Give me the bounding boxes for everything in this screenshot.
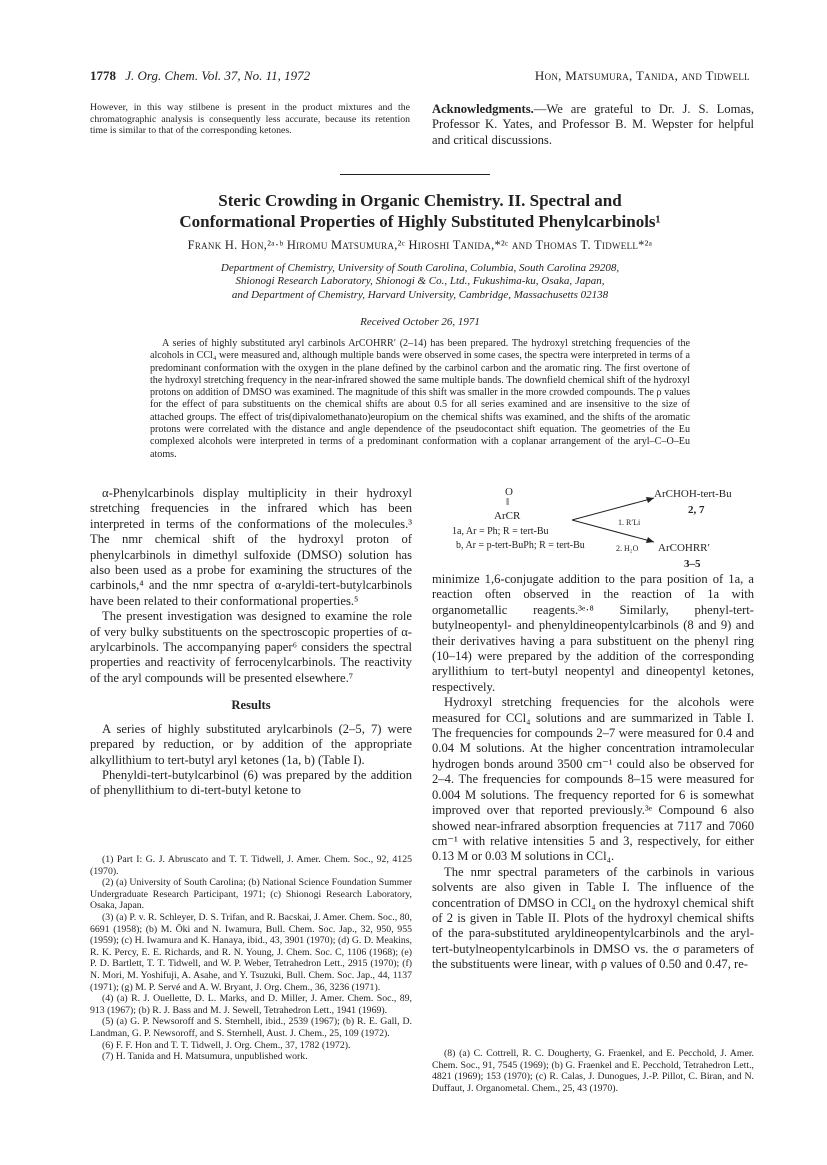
footnote-2: (2) (a) University of South Carolina; (b) National Science Foundation Summer Undergraduate Research Participant, 1971; (c) Shionogi Research Laboratory, Osaka, Japan.	[90, 877, 412, 912]
right-paragraph-2: Hydroxyl stretching frequencies for the alcohols were measured for CCl₄ solutions and are summarized in Table I. The frequencies for compounds 2–7 were measured for 0.4 and 0.04 M solutions. At the higher concentration intramolecular hydrogen bonds around 3500 cm⁻¹ could also be observed for 2–4. The frequencies for compounds 8–15 were measured for 0.004 M solutions. The frequency reported for 6 is somewhat improved over that reported previously.³ᵉ Compound 6 also showed near-infrared absorption frequencies at 7117 and 7060 cm⁻¹ with relative intensities 5 and 3, respectively, for either 0.13 M or 0.03 M solutions in CCl₄.	[432, 695, 754, 864]
ketone-oxygen: O	[505, 486, 513, 498]
reagent-step-2: 2. H₂O	[616, 544, 639, 553]
product-tertiary-number: 3–5	[684, 558, 701, 570]
acknowledgments-heading: Acknowledgments.	[432, 102, 534, 116]
section-divider	[340, 174, 490, 175]
abstract: A series of highly substituted aryl carbinols ArCOHRR′ (2–14) has been prepared. The hydroxyl stretching frequencies of the alcohols in CCl₄ were measured and, although multiple bands were observed in some cases, the spectra were interpreted in terms of a predominant conformation with the oxygen in the plane defined by the carbinol carbon and the aromatic ring. The first overtone of the hydroxyl stretching frequency in the near-infrared showed the same multiple bands. The downfield chemical shift of the hydroxyl protons on addition of DMSO was examined. The magnitude of this shift was smaller in the more crowded compounds. The ρ values for the effect of para substituents on the chemical shifts are about 0.5 for all series examined and are insensitive to the size of attached groups. The effect of tris(dipivalomethanato)europium on the chemical shifts was examined, and the shifts of the aromatic protons were correlated with the distance and angle dependence of the pseudocontact shift equation. The geometries of the Eu complexed alcohols were interpreted in terms of a predominant conformation with a coplanar arrangement of the aryl–C–O–Eu atoms.	[150, 338, 690, 460]
running-header	[90, 68, 750, 88]
intro-paragraph-2: The present investigation was designed to examine the role of very bulky substituents on the spectroscopic properties of α-arylcarbinols. The accompanying paper⁶ considers the spectral properties and reactivity of ferrocenylcarbinols. The reactivity of the aryl compounds will be presented elsewhere.⁷	[90, 609, 412, 685]
product-secondary-number: 2, 7	[688, 504, 705, 516]
affiliations	[90, 262, 750, 302]
acknowledgments	[432, 102, 754, 148]
title-line-1: Steric Crowding in Organic Chemistry. II. Spectral and	[218, 191, 622, 210]
reagent-step-1: 1. R′Li	[618, 518, 641, 527]
footnote-8: (8) (a) C. Cottrell, R. C. Dougherty, G. Fraenkel, and E. Pecchold, J. Amer. Chem. Soc., 91, 7545 (1969); (b) G. Fraenkel and E. Pecchold, Tetrahedron Lett., 4821 (1969); 153 (1970); (c) R. Calas, J. Dunogues, J.-P. Pillot, C. Biran, and N. Duffaut, J. Organometal. Chem., 25, 43 (1970).	[432, 1048, 754, 1094]
right-column	[432, 572, 754, 973]
left-column	[90, 486, 412, 799]
results-heading: Results	[231, 698, 271, 713]
ketone-double-bond: ‖	[506, 496, 510, 508]
footnote-4: (4) (a) R. J. Ouellette, D. L. Marks, and D. Miller, J. Amer. Chem. Soc., 89, 913 (1967); (b) R. J. Bass and M. J. Sewell, Tetrahedron Lett., 1941 (1969).	[90, 993, 412, 1016]
acknowledgments-text: —We are grateful to Dr. J. S. Lomas, Professor K. Yates, and Professor B. M. Wepster for helpful and critical discussions.	[432, 102, 754, 147]
journal-citation: J. Org. Chem. Vol. 37, No. 11, 1972	[125, 68, 311, 83]
product-secondary-carbinol: ArCHOH-tert-Bu	[654, 488, 732, 500]
page-number: 1778	[90, 68, 116, 83]
footnote-5: (5) (a) G. P. Newsoroff and S. Sternhell, ibid., 2539 (1967); (b) R. E. Gall, D. Landman, G. P. Newsoroff, and S. Sternhell, Aust. J. Chem., 25, 109 (1972).	[90, 1016, 412, 1039]
affiliation-line-3: and Department of Chemistry, Harvard University, Cambridge, Massachusetts 02138	[231, 288, 609, 301]
affiliation-line-2: Shionogi Research Laboratory, Shionogi & Co., Ltd., Fukushima-ku, Osaka, Japan,	[235, 275, 605, 288]
affiliation-line-1: Department of Chemistry, University of South Carolina, Columbia, South Carolina 29208,	[220, 262, 620, 274]
header-left	[90, 68, 310, 84]
article-title	[90, 190, 750, 232]
product-tertiary-carbinol: ArCOHRR′	[658, 542, 710, 554]
reaction-scheme	[432, 486, 754, 568]
previous-article-ending: However, in this way stilbene is present in the product mixtures and the chromatographic analysis is consequently less accurate, because its retention time is similar to that of the corresponding ketones.	[90, 102, 410, 137]
right-paragraph-3: The nmr spectral parameters of the carbinols in various solvents are also given in Table I. The influence of the concentration of DMSO in CCl₄ on the hydroxyl chemical shift of 2 is given in Table II. Plots of the hydroxyl chemical shifts of the para-substituted aryldineopentylcarbinols and the aryl-tert-butylneopentylcarbinols in DMSO vs. the σ parameters of the substituents were linear, with ρ values of 0.50 and 0.47, re-	[432, 864, 754, 972]
footnotes-right	[432, 1048, 754, 1094]
footnote-1: (1) Part I: G. J. Abruscato and T. T. Tidwell, J. Amer. Chem. Soc., 92, 4125 (1970).	[90, 854, 412, 877]
received-date: Received October 26, 1971	[360, 316, 480, 328]
results-paragraph-2: Phenyldi-tert-butylcarbinol (6) was prepared by the addition of phenyllithium to di-tert-butyl ketone to	[90, 767, 412, 798]
results-paragraph-1: A series of highly substituted arylcarbinols (2–5, 7) were prepared by reduction, or by addition of the appropriate alkyllithium to tert-butyl aryl ketones (1a, b) (Table I).	[90, 721, 412, 767]
compound-1a: 1a, Ar = Ph; R = tert-Bu	[452, 526, 549, 537]
intro-paragraph-1: α-Phenylcarbinols display multiplicity in their hydroxyl stretching frequencies in the infrared which has been interpreted in terms of the conformations of the molecules.³ The nmr chemical shift of the hydroxyl proton of phenylcarbinols in dimethyl sulfoxide (DMSO) solution has also been used as a probe for examining the structures of the carbinols,⁴ and the nmr spectra of α-aryldi-tert-butylcarbinols have been related to their conformational properties.⁵	[90, 486, 412, 608]
footnote-3: (3) (a) P. v. R. Schleyer, D. S. Trifan, and R. Bacskai, J. Amer. Chem. Soc., 80, 6691 (1958); (b) M. Ōki and N. Iwamura, Bull. Chem. Soc. Jap., 32, 950, 955 (1959); (c) H. Iwamura and K. Hanaya, ibid., 43, 3901 (1970); (d) G. D. Meakins, R. K. Percy, E. E. Richards, and R. N. Young, J. Chem. Soc. C, 1106 (1968); (e) P. D. Bartlett, T. T. Tidwell, and W. P. Weber, Tetrahedron Lett., 2915 (1970); (f) N. Mori, M. Yoshifuji, A. Asahe, and Y. Tsuzuki, Bull. Chem. Soc. Jap., 44, 1137 (1971); (g) M. P. Servé and A. W. Bryant, J. Org. Chem., 36, 3236 (1971).	[90, 911, 412, 993]
footnote-6: (6) F. F. Hon and T. T. Tidwell, J. Org. Chem., 37, 1782 (1972).	[102, 1039, 351, 1051]
reaction-arrows	[570, 486, 660, 556]
footnote-7: (7) H. Tanida and H. Matsumura, unpublished work.	[102, 1051, 308, 1063]
ketone-formula: ArCR	[494, 510, 521, 522]
running-authors: Hon, Matsumura, Tanida, and Tidwell	[534, 68, 750, 83]
footnotes-left	[90, 854, 412, 1063]
compound-1b: b, Ar = p-tert-BuPh; R = tert-Bu	[456, 540, 585, 551]
right-paragraph-1: minimize 1,6-conjugate addition to the para position of 1a, a reaction often observed in the reaction of 1a with organometallic reagents.³ᵉ·⁸ Similarly, phenyl-tert-butylneopentyl- and phenyldineopentylcarbinols (8 and 9) and their derivatives having a para substituent on the phenyl ring (10–14) were prepared by the addition of the corresponding aryllithium to tert-butyl neopentyl and dineopentyl ketones, respectively.	[432, 572, 754, 694]
author-list: Frank H. Hon,²ᵃ·ᵇ Hiromu Matsumura,²ᶜ Hiroshi Tanida,*²ᶜ and Thomas T. Tidwell*²ᵃ	[187, 238, 653, 252]
title-line-2: Conformational Properties of Highly Substituted Phenylcarbinols¹	[179, 212, 661, 231]
